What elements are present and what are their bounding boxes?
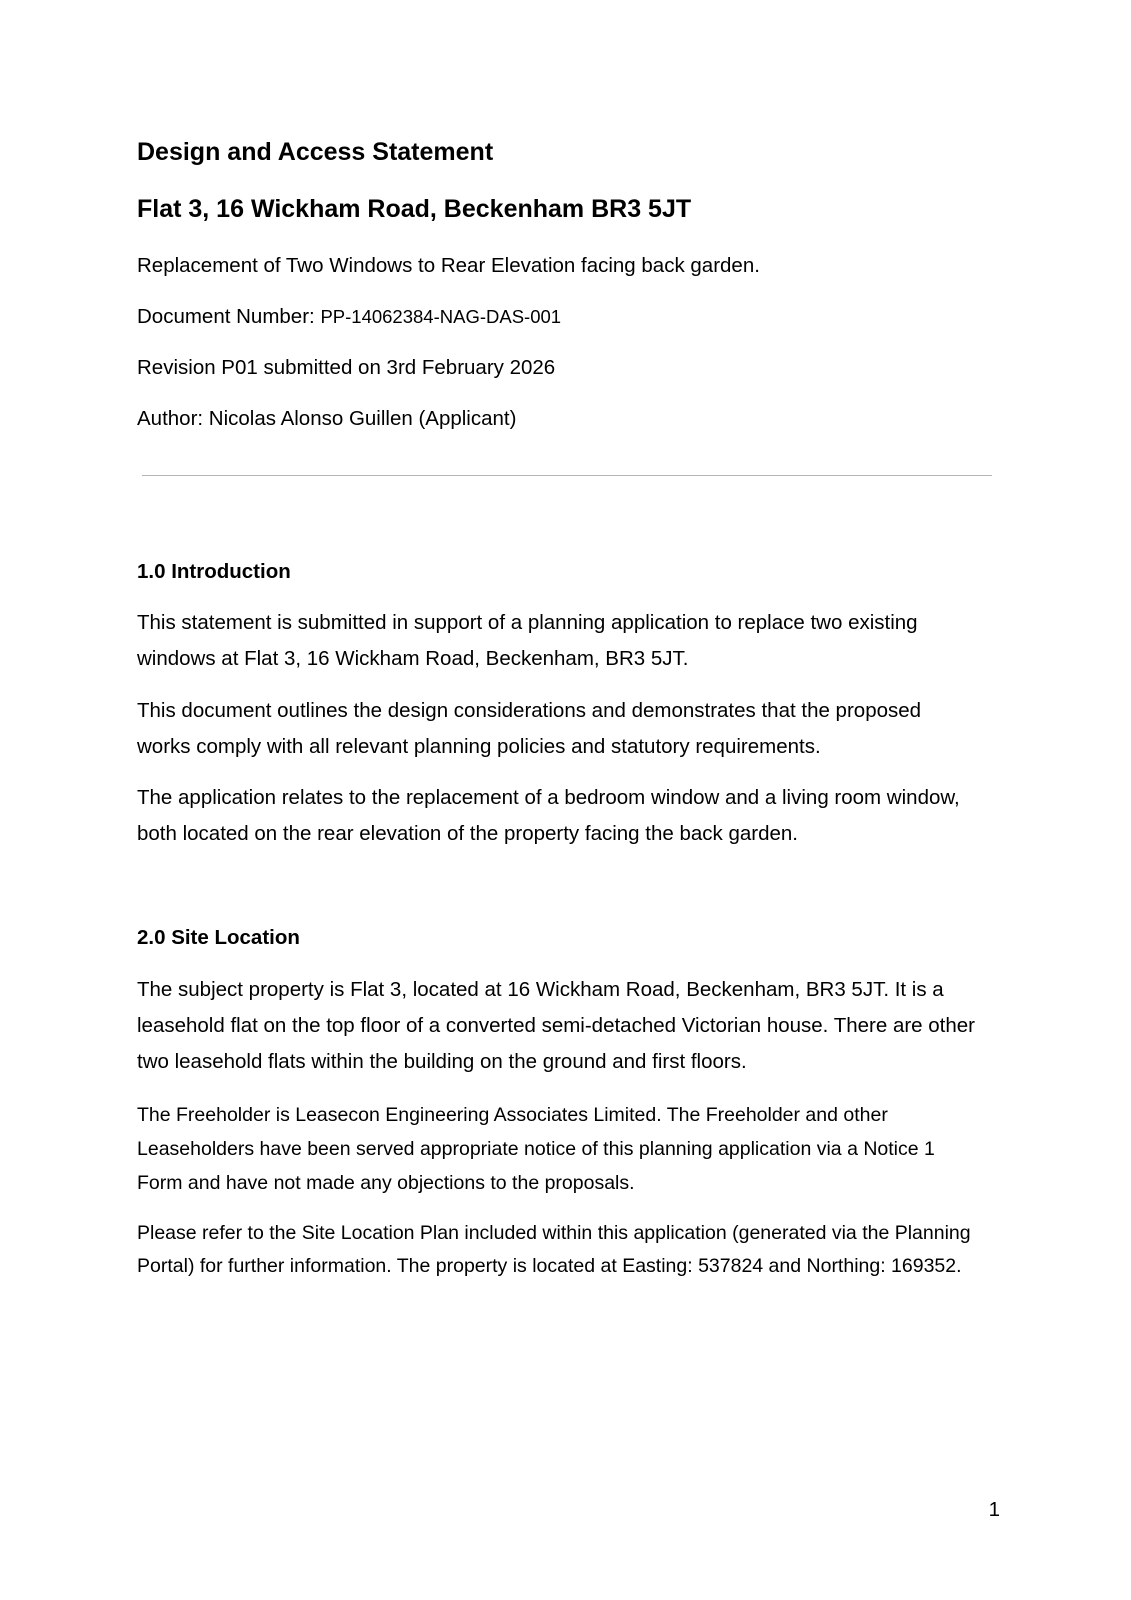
- paragraph-line: This statement is submitted in support of a planning application to replace two existing: [137, 611, 918, 634]
- paragraph-line: windows at Flat 3, 16 Wickham Road, Beckenham, BR3 5JT.: [137, 647, 689, 670]
- paragraph-line: The subject property is Flat 3, located at 16 Wickham Road, Beckenham, BR3 5JT. It is a: [137, 978, 944, 1001]
- page-number: 1: [988, 1498, 1000, 1521]
- site-paragraph-3: [137, 1217, 971, 1283]
- section-heading-introduction: 1.0 Introduction: [137, 560, 291, 583]
- paragraph-line: both located on the rear elevation of the property facing the back garden.: [137, 822, 798, 845]
- intro-paragraph-3: [137, 780, 960, 852]
- author-line: Author: Nicolas Alonso Guillen (Applicant): [137, 407, 517, 430]
- paragraph-line: leasehold flat on the top floor of a converted semi-detached Victorian house. There are other: [137, 1014, 975, 1037]
- paragraph-line: The application relates to the replacement of a bedroom window and a living room window,: [137, 786, 960, 809]
- paragraph-line: works comply with all relevant planning policies and statutory requirements.: [137, 735, 821, 758]
- document-title: Design and Access Statement: [137, 138, 494, 166]
- section-heading-site-location: 2.0 Site Location: [137, 926, 300, 949]
- paragraph-line: Portal) for further information. The property is located at Easting: 537824 and Northing: 169352.: [137, 1255, 962, 1277]
- document-number-label: Document Number:: [137, 305, 321, 328]
- horizontal-divider: [142, 475, 992, 476]
- document-subtitle: Replacement of Two Windows to Rear Elevation facing back garden.: [137, 254, 760, 277]
- site-paragraph-2: [137, 1098, 935, 1200]
- intro-paragraph-1: [137, 605, 918, 677]
- document-number-line: [137, 304, 561, 330]
- address-heading: Flat 3, 16 Wickham Road, Beckenham BR3 5JT: [137, 195, 692, 223]
- paragraph-line: two leasehold flats within the building on the ground and first floors.: [137, 1050, 747, 1073]
- paragraph-line: Leaseholders have been served appropriate notice of this planning application via a Notice 1: [137, 1138, 935, 1160]
- paragraph-line: Form and have not made any objections to the proposals.: [137, 1172, 635, 1194]
- paragraph-line: Please refer to the Site Location Plan included within this application (generated via the Planning: [137, 1222, 971, 1244]
- revision-line: Revision P01 submitted on 3rd February 2026: [137, 356, 556, 379]
- intro-paragraph-2: [137, 693, 921, 765]
- paragraph-line: The Freeholder is Leasecon Engineering Associates Limited. The Freeholder and other: [137, 1104, 888, 1126]
- document-number-value: PP-14062384-NAG-DAS-001: [320, 306, 562, 327]
- paragraph-line: This document outlines the design considerations and demonstrates that the proposed: [137, 699, 922, 722]
- site-paragraph-1: [137, 972, 975, 1080]
